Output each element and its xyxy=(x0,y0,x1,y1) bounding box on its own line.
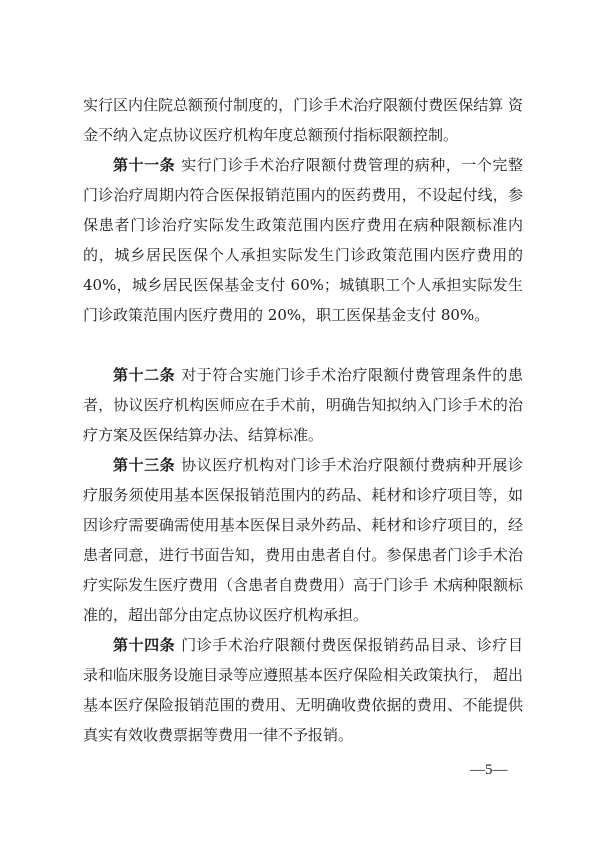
article-text: 实行门诊手术治疗限额付费管理的病种，一个完整门诊治疗周期内符合医保报销范围内的医药费用，不设起付线，参保患者门诊治疗实际发生政策范围内医疗费用在病种限额标准内的，城乡居民医保个人承担实际发生门诊政策范围内医疗费用的 40%，城乡居民医保基金支付 60%；城镇职工个人承担实际发生门诊政策范围内医疗费用的 20%，职工医保基金支付 80%。 xyxy=(83,156,523,324)
article-heading: 第十二条 xyxy=(113,366,176,384)
article-12 xyxy=(83,360,523,450)
article-13 xyxy=(83,450,523,630)
article-text: 门诊手术治疗限额付费医保报销药品目录、诊疗目录和临床服务设施目录等应遵照基本医疗保险相关政策执行， 超出基本医疗保险报销范围的费用、无明确收费依据的费用、不能提供真实有效收费票据等费用一律不予报销。 xyxy=(83,636,523,744)
article-heading: 第十一条 xyxy=(113,156,176,174)
page-number: —5— xyxy=(470,762,508,778)
paragraph-text: 实行区内住院总额预付制度的，门诊手术治疗限额付费医保结算 资金不纳入定点协议医疗机构年度总额预付指标限额控制。 xyxy=(83,96,523,144)
article-heading: 第十四条 xyxy=(113,636,176,654)
article-heading: 第十三条 xyxy=(113,456,176,474)
paragraph-continuation xyxy=(83,90,523,150)
article-14 xyxy=(83,630,523,750)
article-text: 对于符合实施门诊手术治疗限额付费管理条件的患者，协议医疗机构医师应在手术前，明确告知拟纳入门诊手术的治疗方案及医保结算办法、结算标准。 xyxy=(83,366,523,444)
article-text: 协议医疗机构对门诊手术治疗限额付费病种开展诊疗服务须使用基本医保报销范围内的药品、耗材和诊疗项目等，如因诊疗需要确需使用基本医保目录外药品、耗材和诊疗项目的，经患者同意，进行书面告知，费用由患者自付。参保患者门诊手术治疗实际发生医疗费用（含患者自费费用）高于门诊手 术病种限额标准的，超出部分由定点协议医疗机构承担。 xyxy=(83,456,523,624)
article-11 xyxy=(83,150,523,330)
